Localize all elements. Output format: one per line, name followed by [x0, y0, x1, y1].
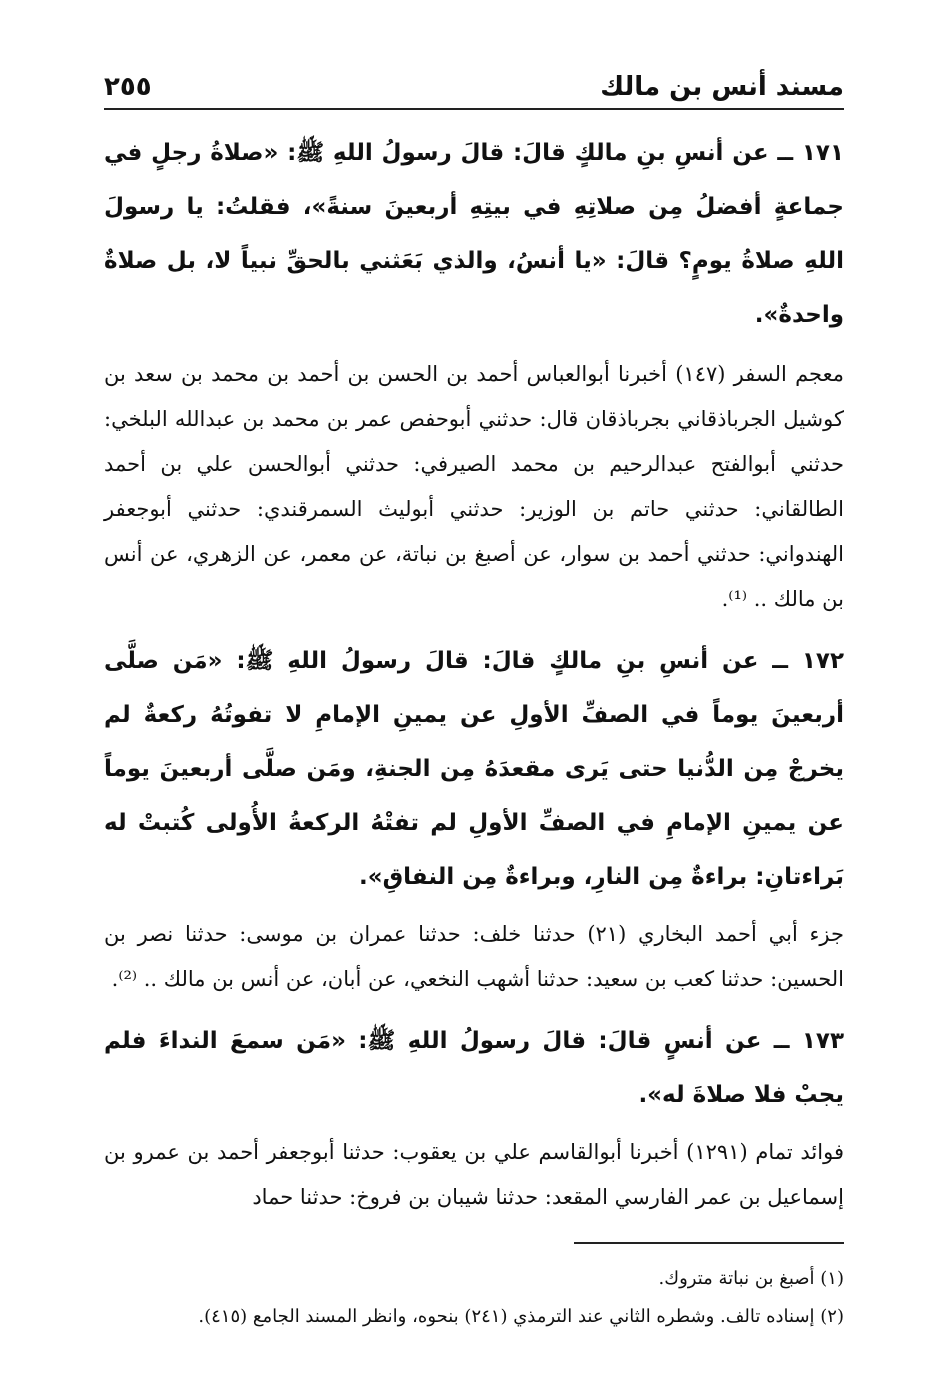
footnote: (١) أصبغ بن نباتة متروك.	[658, 1268, 844, 1289]
footnotes	[104, 1260, 844, 1336]
footnote-divider	[574, 1242, 844, 1244]
hadith-source: جزء أبي أحمد البخاري (٢١) حدثنا خلف: حدثنا عمران بن موسى: حدثنا نصر بن الحسين: حدثنا كعب بن سعيد: حدثنا أشهب النخعي، عن أبان، عن أنس بن مالك .. ⁽²⁾.	[104, 922, 844, 991]
hadith-source: فوائد تمام (١٢٩١) أخبرنا أبوالقاسم علي بن يعقوب: حدثنا أبوجعفر أحمد بن عمرو بن إسماعيل بن عمر الفارسي المقعد: حدثنا شيبان بن فروخ: حدثنا حماد	[104, 1140, 844, 1209]
running-title: مسند أنس بن مالك	[600, 72, 844, 102]
book-page	[104, 62, 844, 1336]
page-number: ٢٥٥	[104, 72, 152, 102]
hadith-source: معجم السفر (١٤٧) أخبرنا أبوالعباس أحمد بن الحسن بن أحمد بن محمد بن سعد بن كوشيل الجرباذقاني بجرباذقان قال: حدثني أبوحفص عمر بن محمد بن عبدالله البلخي: حدثني أبوالفتح عبدالرحيم بن محمد الصيرفي: حدثني أبوالحسن علي بن أحمد الطالقاني: حدثني حاتم بن الوزير: حدثني أبوليث السمرقندي: حدثني أبوجعفر الهندواني: حدثني أحمد بن سوار، عن أصبغ بن نباتة، عن معمر، عن الزهري، عن أنس بن مالك .. ⁽¹⁾.	[104, 362, 844, 611]
hadith-text: ١٧٣ ــ عن أنسٍ قالَ: قالَ رسولُ اللهِ ﷺ: «مَن سمعَ النداءَ فلم يجبْ فلا صلاةَ له».	[104, 1028, 844, 1108]
footnote: (٢) إسناده تالف. وشطره الثاني عند الترمذي (٢٤١) بنحوه، وانظر المسند الجامع (٤١٥).	[198, 1306, 844, 1327]
hadith-text: ١٧١ ــ عن أنسِ بنِ مالكٍ قالَ: قالَ رسولُ اللهِ ﷺ: «صلاةُ رجلٍ في جماعةٍ أفضلُ مِن صلاتِهِ في بيتِهِ أربعينَ سنةً»، فقلتُ: يا رسولَ اللهِ صلاةُ يومٍ؟ قالَ: «يا أنسُ، والذي بَعَثني بالحقِّ نبياً لا، بل صلاةٌ واحدةٌ».	[104, 140, 844, 328]
hadith-text: ١٧٢ ــ عن أنسِ بنِ مالكٍ قالَ: قالَ رسولُ اللهِ ﷺ: «مَن صلَّى أربعينَ يوماً في الصفِّ الأولِ عن يمينِ الإمامِ لا تفوتُهُ ركعةٌ لم يخرجْ مِن الدُّنيا حتى يَرى مقعدَهُ مِن الجنةِ، ومَن صلَّى أربعينَ يوماً عن يمينِ الإمامِ في الصفِّ الأولِ لم تفتْهُ الركعةُ الأُولى كُتبتْ له بَراءتانِ: براءةٌ مِن النارِ، وبراءةٌ مِن النفاقِ».	[104, 648, 844, 890]
page-header	[104, 62, 844, 110]
